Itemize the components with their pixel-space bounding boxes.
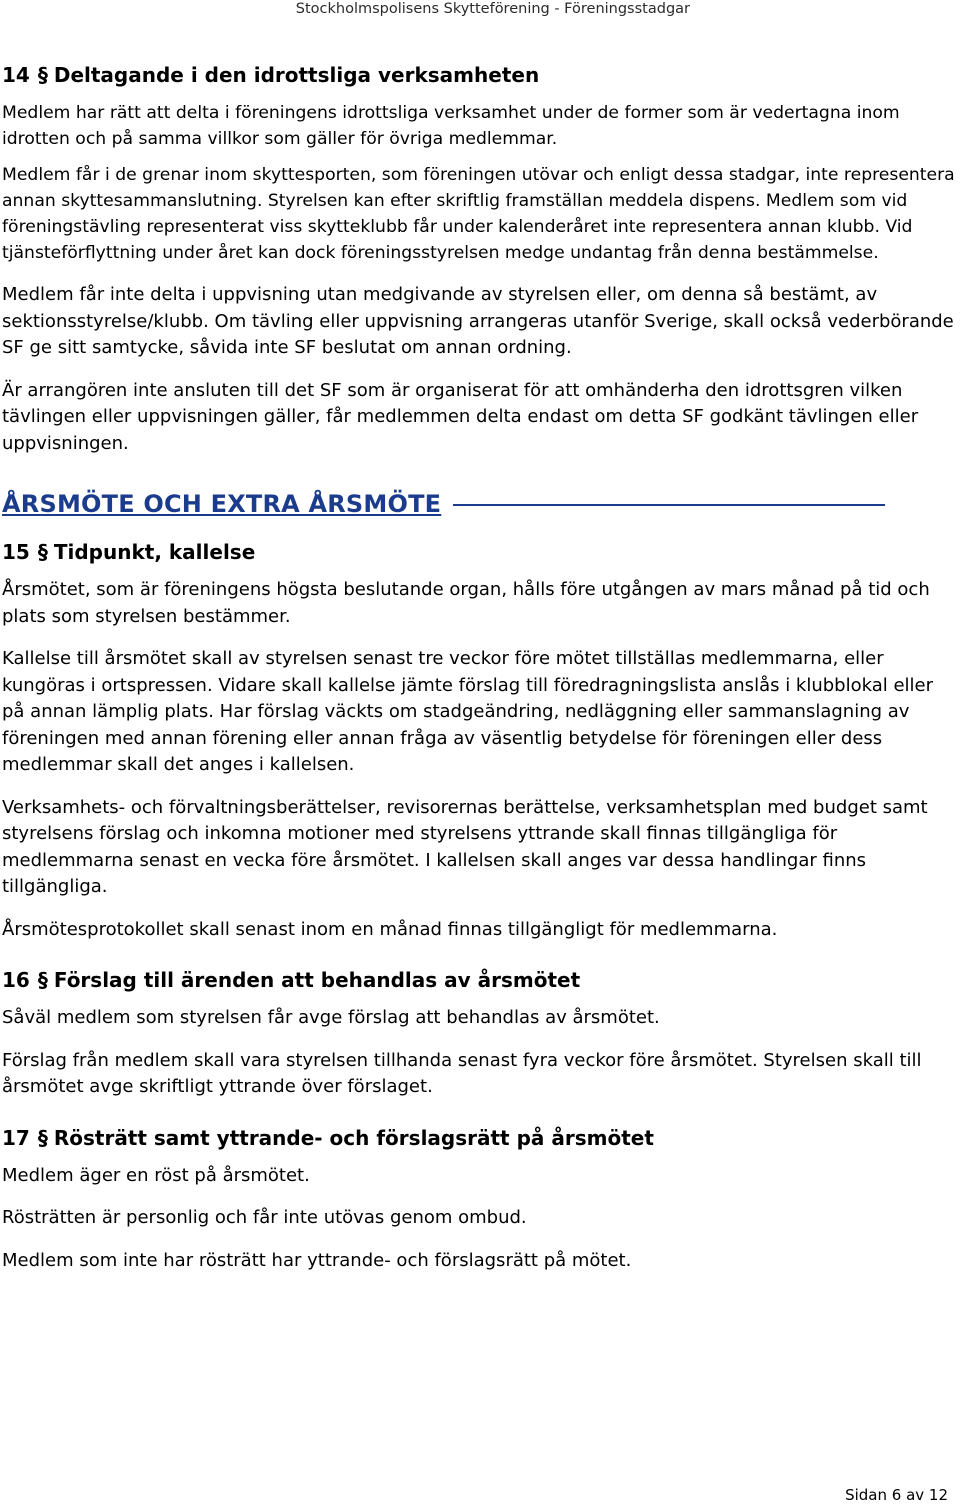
section-14-paragraph-4: Är arrangören inte ansluten till det SF som är organiserat för att omhänderha den idrottsgren vilken tävlingen eller uppvisningen gäller, får medlemmen delta endast om detta SF godkänt tävlingen eller uppvisningen. — [2, 379, 919, 454]
section-title: Tidpunkt, kallelse — [53, 540, 256, 564]
section-number: 14 — [2, 63, 30, 87]
section-number: 15 — [2, 540, 30, 564]
chapter-rule — [453, 504, 885, 506]
section-title: Deltagande i den idrottsliga verksamheten — [53, 63, 540, 87]
section-17-heading — [2, 1123, 956, 1153]
paragraph-sign: § — [37, 968, 48, 992]
section-15-paragraph-2: Kallelse till årsmötet skall av styrelsen senast tre veckor före mötet tillställas medlemmarna, eller kungöras i ortspressen. Vidare skall kallelse jämte förslag till föredragningslista anslås i klubblokal eller på annan lämplig plats. Har förslag väckts om stadgeändring, nedläggning eller sammanslagning av föreningen med annan förening eller annan fråga av väsentlig betydelse för föreningen eller dess medlemmar skall det anges i kallelsen. — [2, 648, 934, 775]
section-15-paragraph-1: Årsmötet, som är föreningens högsta beslutande organ, hålls före utgången av mars månad på tid och plats som styrelsen bestämmer. — [2, 579, 930, 627]
section-number: 16 — [2, 968, 30, 992]
section-14-paragraph-1: Medlem har rätt att delta i föreningens idrottsliga verksamhet under de former som är vedertagna inom idrotten och på samma villkor som gäller för övriga medlemmar. — [2, 103, 900, 149]
section-14-paragraph-3: Medlem får inte delta i uppvisning utan medgivande av styrelsen eller, om denna så bestämt, av sektionsstyrelse/klubb. Om tävling eller uppvisning arrangeras utanför Sverige, skall också vederbörande SF ge sitt samtycke, såvida inte SF beslutat om annan ordning. — [2, 284, 954, 358]
paragraph-sign: § — [37, 1125, 48, 1150]
document-title: Stockholmspolisens Skytteförening - Föreningsstadgar — [295, 1, 690, 17]
page-number: Sidan 6 av 12 — [845, 1486, 948, 1504]
section-15-paragraph-4: Årsmötesprotokollet skall senast inom en månad finnas tillgängligt för medlemmarna. — [2, 918, 778, 940]
chapter-title: ÅRSMÖTE OCH EXTRA ÅRSMÖTE — [2, 490, 442, 518]
page-footer — [845, 1486, 948, 1504]
section-17-paragraph-3: Medlem som inte har rösträtt har yttrande- och förslagsrätt på mötet. — [2, 1249, 632, 1271]
running-header — [0, 1, 960, 17]
section-15-paragraph-3: Verksamhets- och förvaltningsberättelser, revisorernas berättelse, verksamhetsplan med budget samt styrelsens förslag och inkomna motioner med styrelsens yttrande skall finnas tillgängliga för medlemmarna senast en vecka före årsmötet. I kallelsen skall anges var dessa handlingar finns tillgängliga. — [2, 796, 928, 897]
section-15-heading — [2, 537, 956, 567]
document-body — [2, 60, 956, 1290]
chapter-heading — [2, 487, 956, 521]
section-17-paragraph-1: Medlem äger en röst på årsmötet. — [2, 1164, 310, 1186]
paragraph-sign: § — [37, 540, 48, 564]
section-title: Förslag till ärenden att behandlas av årsmötet — [53, 968, 581, 992]
section-16-paragraph-1: Såväl medlem som styrelsen får avge förslag att behandlas av årsmötet. — [2, 1007, 660, 1028]
section-14-heading — [2, 60, 956, 90]
section-title: Rösträtt samt yttrande- och förslagsrätt på årsmötet — [53, 1125, 654, 1150]
section-16-heading — [2, 965, 956, 995]
section-14-paragraph-2: Medlem får i de grenar inom skyttesporten, som föreningen utövar och enligt dessa stadgar, inte representera annan skyttesammanslutning. Styrelsen kan efter skriftlig framställan meddela dispens. Medlem som vid föreningstävling representerat viss skytteklubb får under kalenderåret inte representera annan klubb. Vid tjänsteförflyttning under året kan dock föreningsstyrelsen medge undantag från denna bestämmelse. — [2, 165, 955, 263]
section-16-paragraph-2: Förslag från medlem skall vara styrelsen tillhanda senast fyra veckor före årsmötet. Styrelsen skall till årsmötet avge skriftligt yttrande över förslaget. — [2, 1049, 922, 1097]
section-17-paragraph-2: Rösträtten är personlig och får inte utövas genom ombud. — [2, 1207, 527, 1228]
paragraph-sign: § — [37, 63, 48, 87]
section-number: 17 — [2, 1125, 30, 1150]
